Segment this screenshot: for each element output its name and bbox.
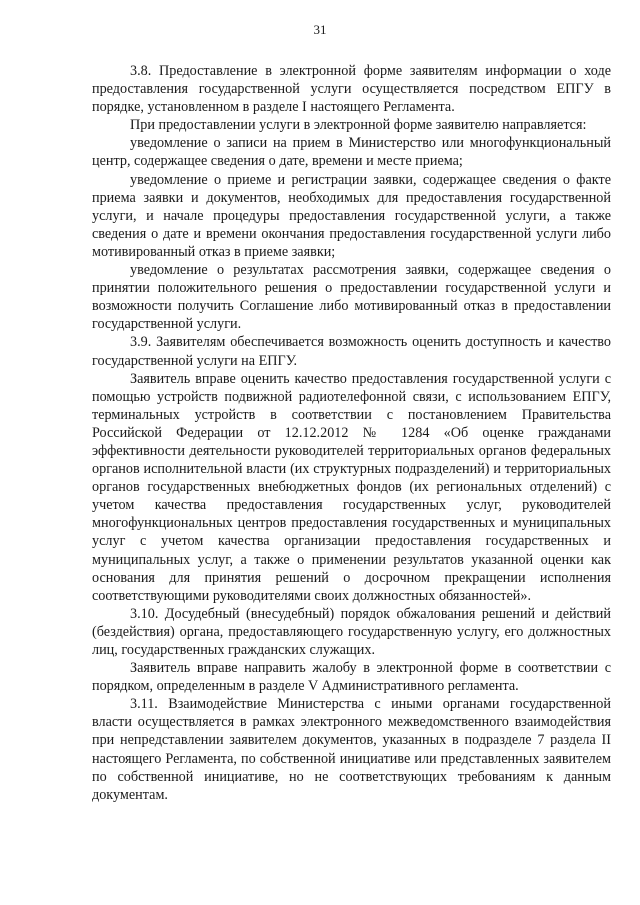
- paragraph-notification-appointment: уведомление о записи на прием в Министерство или многофункциональный центр, содержащее сведения о дате, времени и месте приема;: [92, 135, 611, 170]
- page-number: 31: [313, 22, 327, 37]
- document-body: [92, 62, 611, 804]
- paragraph-notification-registration: уведомление о приеме и регистрации заявки, содержащее сведения о факте приема заявки и документов, необходимых для предоставления государственной услуги, и начале процедуры предоставления государственной услуги, а также сведения о дате и времени окончания предоставления государственной услуги либо мотивированный отказ в приеме заявки;: [92, 171, 611, 260]
- paragraph-quality-assessment: Заявитель вправе оценить качество предоставления государственной услуги с помощью устройств подвижной радиотелефонной связи, с использованием ЕПГУ, терминальных устройств в соответствии с постановлением Правительства Российской Федерации от 12.12.2012 № 1284 «Об оценке гражданами эффективности деятельности руководителей территориальных органов федеральных органов исполнительной власти (их структурных подразделений) и территориальных органов государственных внебюджетных фондов (их региональных отделений) с учетом качества предоставления государственных услуг, руководителей многофункциональных центров предоставления государственных и муниципальных услуг с учетом качества организации предоставления государственных и муниципальных услуг, а также о применении результатов указанной оценки как основания для принятия решений о досрочном прекращении исполнения соответствующими руководителями своих должностных обязанностей».: [92, 370, 611, 604]
- paragraph-notification-result: уведомление о результатах рассмотрения заявки, содержащее сведения о принятии положительного решения о предоставлении государственной услуги и возможности получить Соглашение либо мотивированный отказ в предоставлении государственной услуги.: [92, 262, 611, 333]
- paragraph-3-11: 3.11. Взаимодействие Министерства с иными органами государственной власти осуществляется в рамках электронного межведомственного взаимодействия при непредставлении заявителем документов, указанных в подразделе 7 раздела II настоящего Регламента, по собственной инициативе или представленных заявителем по собственной инициативе, но не соответствующих требованиям к данным документам.: [92, 696, 611, 803]
- paragraph-complaint: Заявитель вправе направить жалобу в электронной форме в соответствии с порядком, определенным в разделе V Административного регламента.: [92, 660, 611, 695]
- paragraph-3-8: 3.8. Предоставление в электронной форме заявителям информации о ходе предоставления государственной услуги осуществляется посредством ЕПГУ в порядке, установленном в разделе I настоящего Регламента.: [92, 63, 611, 116]
- paragraph-3-9: 3.9. Заявителям обеспечивается возможность оценить доступность и качество государственной услуги на ЕПГУ.: [92, 334, 611, 369]
- paragraph-3-10: 3.10. Досудебный (внесудебный) порядок обжалования решений и действий (бездействия) органа, предоставляющего государственную услугу, его должностных лиц, государственных гражданских служащих.: [92, 605, 611, 658]
- paragraph-notifications-intro: При предоставлении услуги в электронной форме заявителю направляется:: [130, 117, 587, 134]
